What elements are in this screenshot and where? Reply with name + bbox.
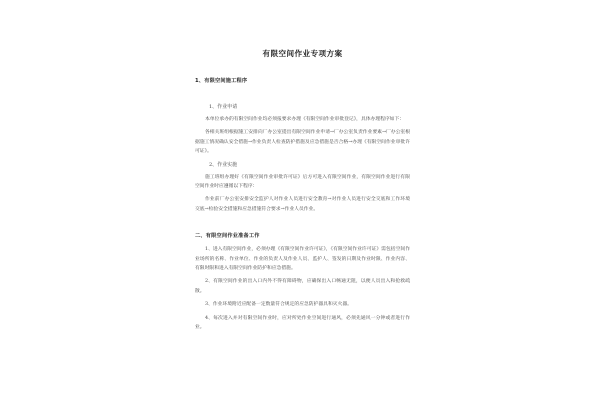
section-2-heading: 二、有限空间作业准备工作 xyxy=(195,233,260,240)
item-2-heading: 2、作业实施 xyxy=(209,161,238,168)
section-1-heading: 1、有限空间施工程序 xyxy=(195,78,248,84)
item-1-paragraph: 本单位承办的有限空间作业均必须报要求办理《有限空间作业审批登记》，具体办理程序如下： xyxy=(205,117,405,122)
section-2-paragraph: 2、有限空间作业的出入口内外不得有障碍物，应确保出入口畅通无阻，以便人员出入和抢救疏散。 xyxy=(195,279,410,294)
item-2-paragraph: 作业前厂办公室安排安全监护人对作业人员进行安全教育→对作业人员进行安全交底和工作环境交底→检验安全措施和应急措施符合要求→作业人员作业。 xyxy=(195,197,410,212)
section-2-paragraph: 4、每次进入并对有限空间作业时，应对所处作业空间进行通风，必须先通风一分钟或者进行作业。 xyxy=(195,315,410,331)
document-body xyxy=(195,48,410,337)
document-title: 有限空间作业专项方案 xyxy=(262,49,343,58)
item-2-paragraph: 施工班组办理好《有限空间作业审批许可证》后方可进入有限空间作业，有限空间作业进行有限空间作业时应遵循以下程序： xyxy=(195,174,410,190)
section-2-paragraph: 1、进入有限空间作业，必须办理《有限空间作业许可证》，《有限空间作业许可证》需包括空间作业场所的名称、作业单位、作业的负责人及作业人员、监护人、签发的日期及作业时限、作业内容、有限时限和进入有限空间作业防护和应急措施。 xyxy=(195,247,410,272)
item-1-heading: 1、作业申请 xyxy=(209,104,238,110)
section-2-paragraph: 3、作业环境附近应配备一定数量符合规定的应急防护器具和灭火器。 xyxy=(205,302,352,308)
item-1-paragraph: 各相关班组根据施工安排向厂办公室提出有限空间作业申请→厂办公室负责作业要素→厂办公室根据施工情况确认安全措施→作业负责人检查防护措施及应急措施是否合格→办理《有限空间作业审批许可证》。 xyxy=(195,130,410,155)
